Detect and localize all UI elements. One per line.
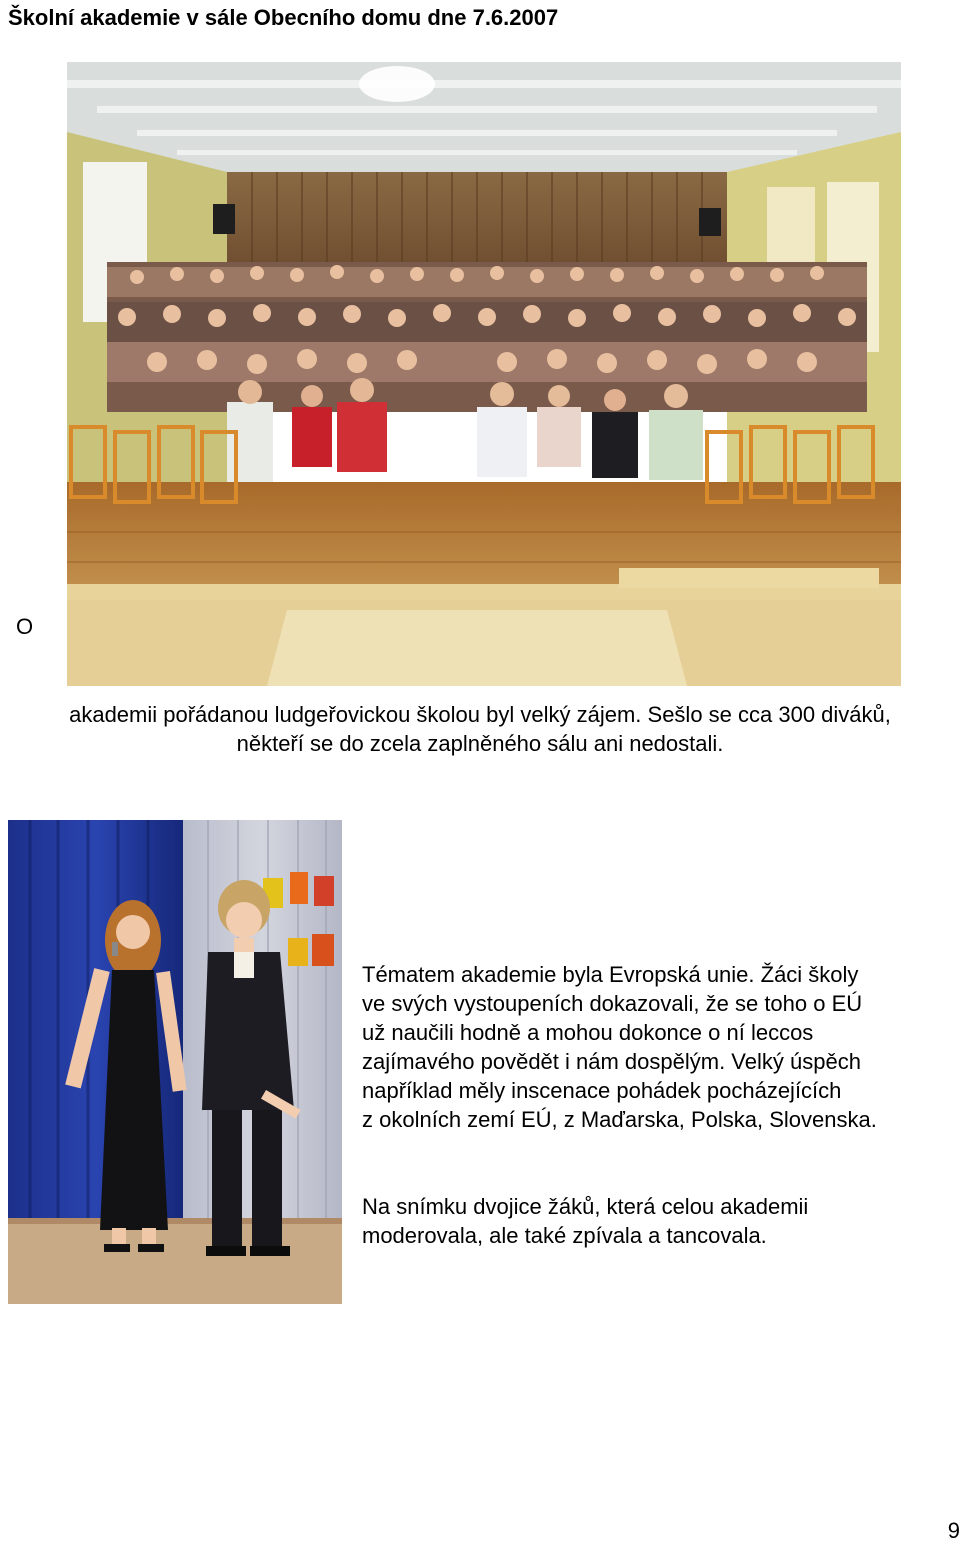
photo-caption [0,700,960,758]
paragraph-line: ve svých vystoupeních dokazovali, že se toho o EÚ [362,991,863,1016]
caption-line: někteří se do zcela zaplněného sálu ani nedostali. [236,731,724,756]
paragraph-line: Tématem akademie byla Evropská unie. Žáci školy [362,962,859,987]
theme-paragraph [362,960,958,1134]
moderators-photo [8,820,342,1304]
paragraph-line: zajímavého povědět i nám dospělým. Velký úspěch [362,1049,861,1074]
page-number: 9 [947,1518,960,1543]
caption-line: akademii pořádanou ludgeřovickou školou byl velký zájem. Sešlo se cca 300 diváků, [69,702,891,727]
paragraph-line: například měly inscenace pohádek pocházejících [362,1078,842,1103]
drop-letter: O [16,614,34,639]
paragraph-line: Na snímku dvojice žáků, která celou akademii [362,1194,809,1219]
paragraph-line: z okolních zemí EÚ, z Maďarska, Polska, Slovenska. [362,1107,877,1132]
moderators-paragraph [362,1192,958,1250]
audience-photo [67,62,901,686]
page-title: Školní akademie v sále Obecního domu dne 7.6.2007 [8,5,559,30]
paragraph-line: moderovala, ale také zpívala a tancovala. [362,1223,767,1248]
paragraph-line: už naučili hodně a mohou dokonce o ní leccos [362,1020,814,1045]
